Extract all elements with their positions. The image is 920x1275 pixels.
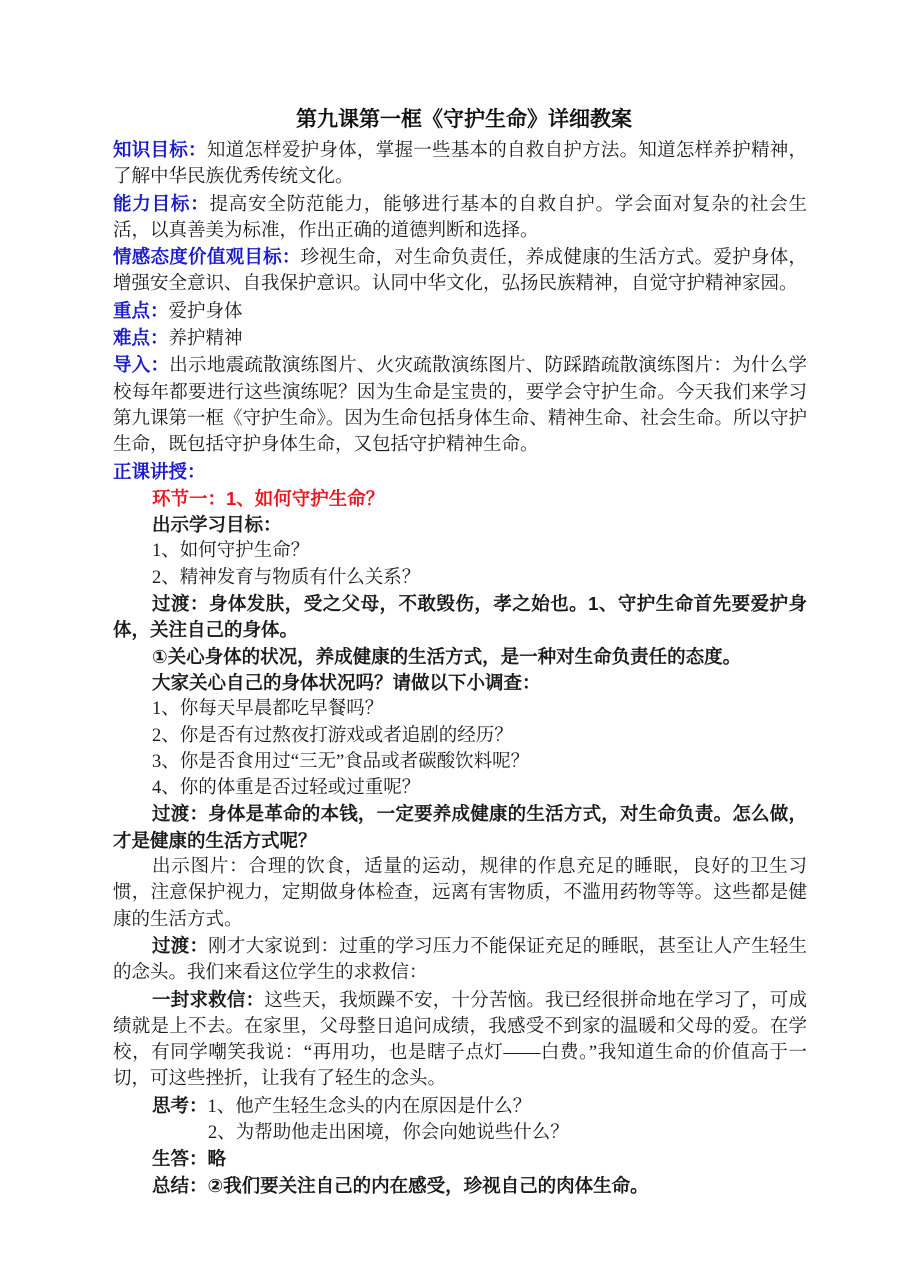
summary-text: ②我们要关注自己的内在感受，珍视自己的肉体生命。 [207,1174,649,1196]
key-point-label: 重点： [113,299,169,321]
survey-item: 2、你是否有过熬夜打游戏或者追剧的经历？ [152,725,513,746]
ability-objective-text: 提高安全防范能力，能够进行基本的自救自护。学会面对复杂的社会生活，以真善美为标准，作出正确的道德判断和选择。 [113,194,807,241]
intro-label: 导入： [113,354,170,376]
transition-3-label: 过渡： [152,934,209,956]
knowledge-objective-label: 知识目标： [113,139,207,160]
ability-objective-label: 能力目标： [113,192,210,214]
help-letter-label: 一封求救信： [152,988,265,1010]
survey-intro: 大家关心自己的身体状况吗？请做以下小调查： [152,671,541,693]
answer-label: 生答： [152,1148,208,1170]
answer-text: 略 [207,1148,227,1170]
key-point-text: 爱护身体 [168,301,243,322]
goal-item: 1、如何守护生命？ [152,541,310,562]
lecture-heading [113,459,807,486]
survey-item: 4、你的体重是否过轻或过重呢？ [152,778,421,799]
think-question-2: 2、为帮助他走出困境，你会向她说些什么？ [208,1122,569,1143]
summary [113,1173,807,1199]
student-answer [113,1146,807,1172]
transition-3-text: 刚才大家说到：过重的学习压力不能保证充足的睡眠，甚至让人产生轻生的念头。我们来看这位学生的求救信： [113,936,807,984]
difficulty-label: 难点： [113,327,169,349]
help-letter [113,987,807,1093]
section1-heading: 环节一：1、如何守护生命？ [152,487,385,509]
lesson-plan-document [113,104,807,1199]
transition-1: 过渡：身体发肤，受之父母，不敢毁伤，孝之始也。1、守护生命首先要爱护身体，关注自己的身体。 [113,593,807,641]
goals-label: 出示学习目标： [152,514,282,536]
pictures-text: 出示图片：合理的饮食，适量的运动，规律的作息充足的睡眠，良好的卫生习惯，注意保护视力，定期做身体检查，远离有害物质，不滥用药物等等。这些都是健康的生活方式。 [113,857,807,930]
intro [113,352,807,458]
goal-item: 2、精神发育与物质有什么关系？ [152,567,421,588]
survey-item: 1、你每天早晨都吃早餐吗？ [152,699,384,720]
knowledge-objective-text: 知道怎样爱护身体，掌握一些基本的自救自护方法。知道怎样养护精神，了解中华民族优秀传统文化。 [113,141,807,188]
difficulty [113,325,807,352]
survey-item: 3、你是否食用过“三无”食品或者碳酸饮料呢？ [152,751,530,772]
transition-3 [113,933,807,987]
think-question-1 [113,1093,807,1120]
key-point [113,298,807,325]
think-q1: 1、他产生轻生念头的内在原因是什么？ [207,1096,532,1117]
knowledge-objective [113,137,807,191]
ability-objective [113,191,807,245]
think-label: 思考： [152,1094,208,1116]
help-letter-text: 这些天，我烦躁不安，十分苦恼。我已经很拼命地在学习了，可成绩就是上不去。在家里，父母整日追问成绩，我感受不到家的温暖和父母的爱。在学校，有同学嘲笑我说：“再用功，也是瞎子点灯——白费。”我知道生命的价值高于一切，可这些挫折，让我有了轻生的念头。 [113,990,807,1090]
emotion-objective-text: 珍视生命，对生命负责任，养成健康的生活方式。爱护身体，增强安全意识、自我保护意识。认同中华文化，弘扬民族精神，自觉守护精神家园。 [113,248,807,295]
document-title: 第九课第一框《守护生命》详细教案 [296,108,632,131]
point-1: ①关心身体的状况，养成健康的生活方式，是一种对生命负责任的态度。 [152,645,742,667]
summary-label: 总结： [152,1174,208,1196]
difficulty-text: 养护精神 [168,329,243,350]
intro-text: 出示地震疏散演练图片、火灾疏散演练图片、防踩踏疏散演练图片：为什么学校每年都要进行这些演练呢？因为生命是宝贵的，要学会守护生命。今天我们来学习第九课第一框《守护生命》。因为生命包括身体生命、精神生命、社会生命。所以守护生命，既包括守护身体生命，又包括守护精神生命。 [113,356,807,456]
emotion-objective [113,244,807,298]
transition-2: 过渡：身体是革命的本钱，一定要养成健康的生活方式，对生命负责。怎么做，才是健康的生活方式呢？ [113,803,807,851]
emotion-objective-label: 情感态度价值观目标： [113,246,301,268]
lecture-label: 正课讲授： [113,460,206,482]
